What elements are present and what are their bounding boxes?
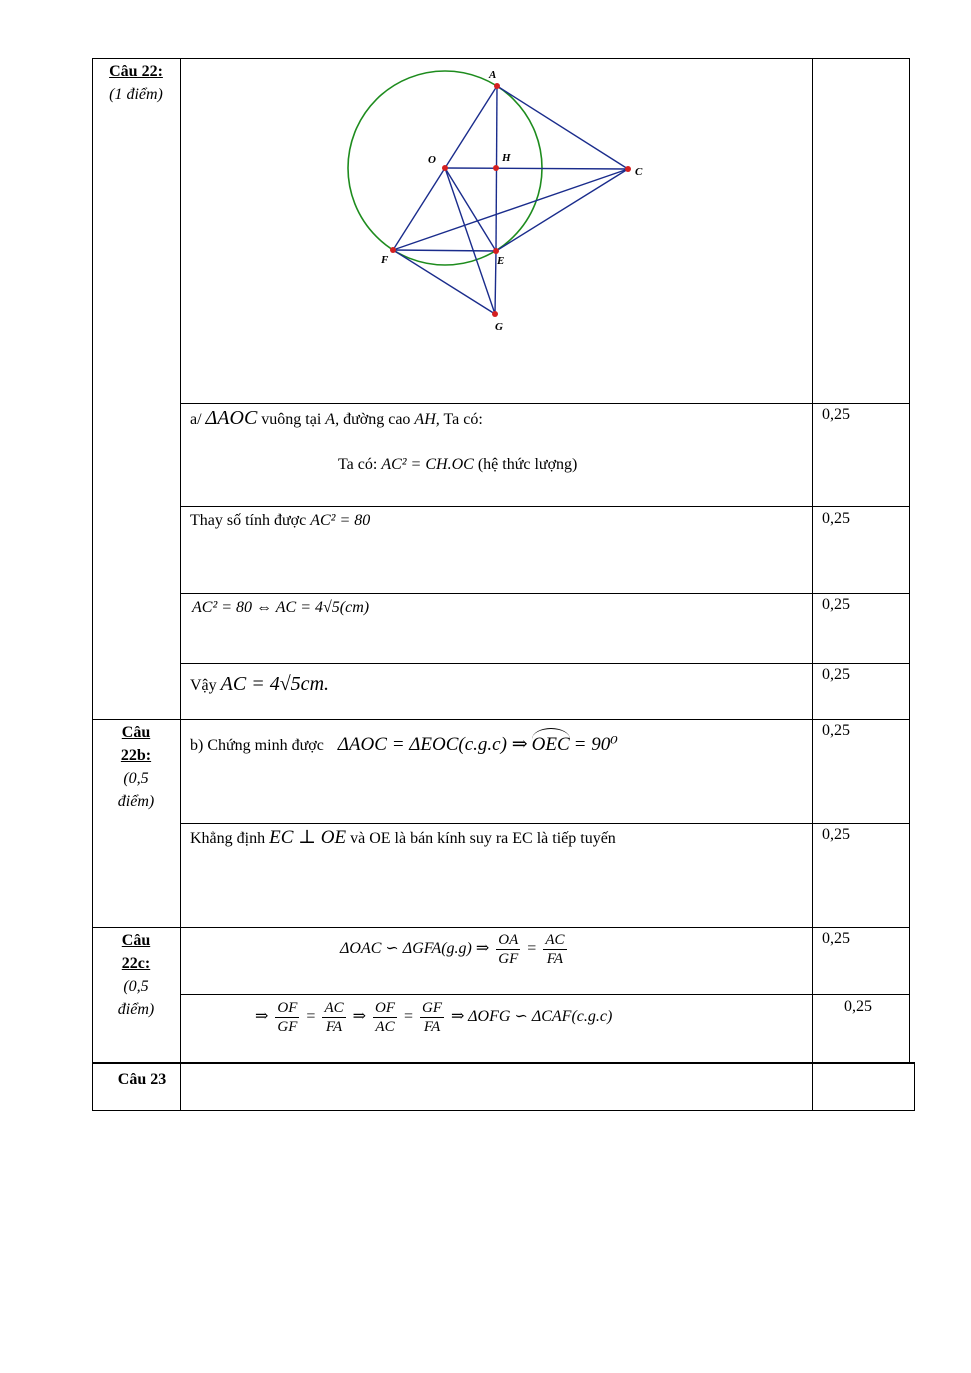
implies-sign: ⇒ — [352, 1008, 367, 1025]
point-h — [493, 165, 499, 171]
row-a-line2-suffix: (hệ thức lượng) — [477, 456, 578, 473]
row-a-line2-prefix: Ta có: — [338, 456, 378, 473]
question-23-label — [92, 1068, 192, 1091]
fraction-denominator: GF — [277, 1018, 298, 1035]
point-f — [390, 247, 396, 253]
math-point-a: A, — [325, 411, 340, 428]
fraction-numerator: GF — [422, 999, 443, 1016]
label-a: A — [489, 69, 497, 81]
fraction-numerator: AC — [545, 931, 565, 948]
question-22c-points-line1: (0,5 — [123, 978, 149, 995]
row-c-conclusion — [255, 998, 612, 1036]
segment-oa — [445, 86, 497, 168]
row-a-text-duong-cao: đường cao — [343, 411, 411, 428]
point-a — [494, 83, 500, 89]
row-divider — [180, 593, 909, 594]
point-c — [625, 166, 631, 172]
fraction-numerator: OA — [498, 931, 519, 948]
segment-of — [393, 168, 445, 250]
segment-oe — [445, 168, 496, 251]
label-e: E — [497, 255, 505, 267]
segment-eg — [495, 251, 496, 314]
row-b-proof — [190, 735, 618, 756]
row-4-text — [190, 674, 329, 696]
row-2-text — [190, 511, 370, 531]
fraction-denominator: AC — [375, 1018, 395, 1035]
math-ec-perp-oe: EC ⊥ OE — [269, 827, 347, 848]
fraction-denominator: FA — [423, 1018, 441, 1035]
row-a-line2 — [338, 455, 577, 475]
question-22-points: (1 điểm) — [109, 86, 163, 103]
math-similarity-ofg-caf: ⇒ ΔOFG ∽ ΔCAF(c.g.c) — [451, 1008, 613, 1025]
segment-ec — [496, 169, 628, 251]
fraction-numerator: OF — [375, 999, 396, 1016]
math-triangle-congruence: ΔAOC = ΔEOC(c.g.c) ⇒ — [337, 734, 528, 755]
score-row-2: 0,25 — [822, 510, 850, 527]
row-6-text — [190, 828, 616, 849]
score-row-1: 0,25 — [822, 406, 850, 423]
question-22b-points-line1: (0,5 — [123, 770, 149, 787]
point-e — [493, 248, 499, 254]
row-a-text-ta-co: Ta có: — [443, 411, 483, 428]
row-divider — [180, 403, 909, 404]
math-angle-oec: OEC — [531, 734, 570, 755]
math-ac-squared-equals-ch-oc: AC² = CH.OC — [381, 456, 474, 473]
fraction-of-ac — [373, 999, 397, 1036]
segment-ac — [497, 86, 628, 169]
row-4-label: Vậy — [190, 677, 217, 694]
row-a-text-vuong: vuông tại — [261, 411, 322, 428]
math-ah: AH, — [414, 411, 440, 428]
question-22b-points-line2: điểm) — [117, 793, 155, 810]
label-f: F — [381, 254, 389, 266]
label-c: C — [635, 166, 643, 178]
label-g: G — [495, 321, 503, 333]
question-22c-title-line2: 22c: — [121, 955, 151, 972]
row-6-label: Khẳng định — [190, 830, 266, 847]
fraction-denominator: FA — [325, 1018, 343, 1035]
point-o — [442, 165, 448, 171]
fraction-denominator: FA — [546, 950, 564, 967]
score-row-6: 0,25 — [822, 826, 850, 843]
row-a-line1 — [190, 408, 483, 430]
fraction-numerator: OF — [277, 999, 298, 1016]
fraction-of-gf — [275, 999, 299, 1036]
math-triangle-aoc: ΔAOC — [205, 407, 258, 429]
table-bottom-border — [92, 1110, 915, 1111]
row-b-label: b) Chứng minh được — [190, 737, 324, 754]
q23-right-border — [914, 1062, 915, 1110]
fraction-numerator: AC — [324, 999, 344, 1016]
score-row-7: 0,25 — [822, 930, 850, 947]
row-divider — [180, 663, 909, 664]
question-22b-label — [92, 721, 180, 813]
score-row-8: 0,25 — [844, 998, 872, 1015]
fraction-gf-fa — [420, 999, 444, 1036]
row-2-label: Thay số tính được — [190, 512, 307, 529]
question-23-title: Câu 23 — [117, 1071, 167, 1088]
segment-fe — [393, 250, 496, 251]
equals-sign: = — [306, 1008, 316, 1025]
implies-sign: ⇒ — [255, 1008, 269, 1025]
label-o: O — [428, 154, 436, 166]
section-divider — [92, 719, 910, 720]
segment-oc — [445, 168, 628, 169]
score-row-5: 0,25 — [822, 722, 850, 739]
row-a-prefix: a/ — [190, 411, 202, 428]
question-22-title: Câu 22: — [109, 63, 163, 80]
math-similarity-oac-gfa: ΔOAC ∽ ΔGFA(g.g) ⇒ — [340, 940, 490, 957]
score-row-3: 0,25 — [822, 596, 850, 613]
question-22c-label — [92, 929, 180, 1021]
score-row-4: 0,25 — [822, 666, 850, 683]
row-divider — [180, 823, 909, 824]
segment-fc — [393, 169, 628, 250]
section-divider — [92, 1062, 915, 1064]
math-ac-result: AC = 4√5cm. — [220, 673, 330, 695]
section-divider — [92, 927, 910, 928]
math-ac-equals-4-root-5: AC² = 80 ⇔ AC = 4√5(cm) — [192, 599, 370, 616]
equals-sign: = — [527, 940, 537, 957]
fraction-denominator: GF — [498, 950, 519, 967]
math-ac-squared-80: AC² = 80 — [310, 512, 371, 529]
fraction-oa-gf — [496, 931, 520, 968]
row-divider — [180, 506, 909, 507]
segment-og — [445, 168, 495, 314]
segment-fg — [393, 250, 495, 314]
point-g — [492, 311, 498, 317]
row-c-similarity — [340, 930, 570, 968]
geometry-figure — [0, 0, 971, 400]
question-22b-title-line2: 22b: — [120, 747, 152, 764]
math-90-degrees: = 90⁰ — [573, 734, 618, 755]
fraction-ac-fa — [322, 999, 345, 1036]
question-22c-points-line2: điểm) — [117, 1001, 155, 1018]
question-22c-title-line1: Câu — [121, 932, 151, 949]
label-h: H — [502, 152, 511, 164]
fraction-ac-fa — [543, 931, 566, 968]
question-22b-title-line1: Câu — [121, 724, 151, 741]
equals-sign: = — [404, 1008, 414, 1025]
row-6-conclusion: và OE là bán kính suy ra EC là tiếp tuyến — [350, 830, 616, 847]
row-divider — [180, 994, 909, 995]
